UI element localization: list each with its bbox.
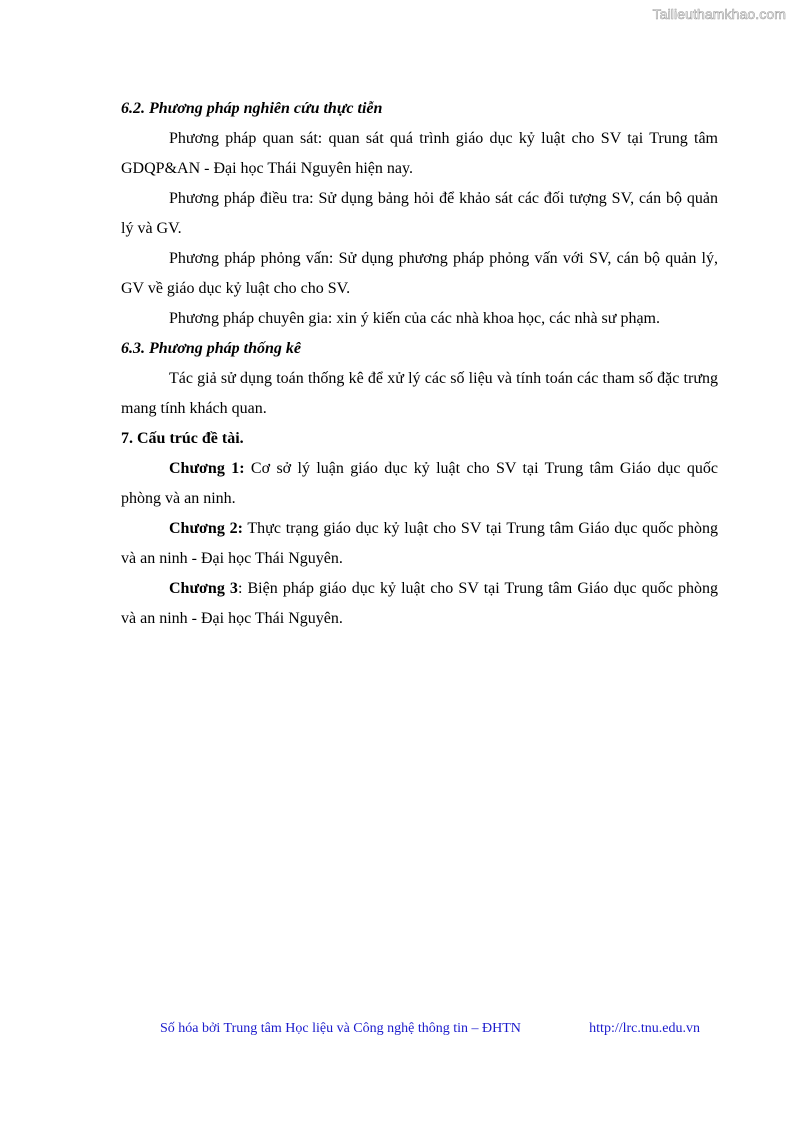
footer-url-link[interactable]: http://lrc.tnu.edu.vn [589,1021,700,1036]
chapter-1-paragraph [121,454,718,514]
chapter-2-paragraph [121,514,718,574]
chapter-3-paragraph [121,574,718,634]
chapter-1-label: Chương 1: [169,460,245,477]
paragraph-survey-method: Phương pháp điều tra: Sử dụng bảng hỏi để khảo sát các đối tượng SV, cán bộ quản lý và GV. [121,190,718,237]
paragraph-expert-method: Phương pháp chuyên gia: xin ý kiến của các nhà khoa học, các nhà sư phạm. [169,310,660,327]
chapter-1-text: Cơ sở lý luận giáo dục kỷ luật cho SV tại Trung tâm Giáo dục quốc phòng và an ninh. [121,460,718,507]
section-heading-6-3: 6.3. Phương pháp thống kê [121,340,301,357]
section-heading-7: 7. Cấu trúc đề tài. [121,430,244,447]
section-heading-6-2: 6.2. Phương pháp nghiên cứu thực tiễn [121,100,383,117]
chapter-2-label: Chương 2: [169,520,243,537]
paragraph-observation-method: Phương pháp quan sát: quan sát quá trình giáo dục kỷ luật cho SV tại Trung tâm GDQP&AN - Đại học Thái Nguyên hiện nay. [121,130,718,177]
paragraph-interview-method: Phương pháp phỏng vấn: Sử dụng phương pháp phỏng vấn với SV, cán bộ quản lý, GV về giáo dục kỷ luật cho cho SV. [121,250,718,297]
chapter-3-label: Chương 3 [169,580,238,597]
watermark-text: Tailieuthamkhao.com [652,6,786,22]
paragraph-statistics-method: Tác giả sử dụng toán thống kê để xử lý các số liệu và tính toán các tham số đặc trưng mang tính khách quan. [121,370,718,417]
page-footer [160,1021,700,1037]
document-body [121,94,718,634]
chapter-3-text: : Biện pháp giáo dục kỷ luật cho SV tại Trung tâm Giáo dục quốc phòng và an ninh - Đại học Thái Nguyên. [121,580,718,627]
chapter-2-text: Thực trạng giáo dục kỷ luật cho SV tại Trung tâm Giáo dục quốc phòng và an ninh - Đại học Thái Nguyên. [121,520,719,567]
footer-digitized-by: Số hóa bởi Trung tâm Học liệu và Công nghệ thông tin – ĐHTN [160,1021,521,1036]
